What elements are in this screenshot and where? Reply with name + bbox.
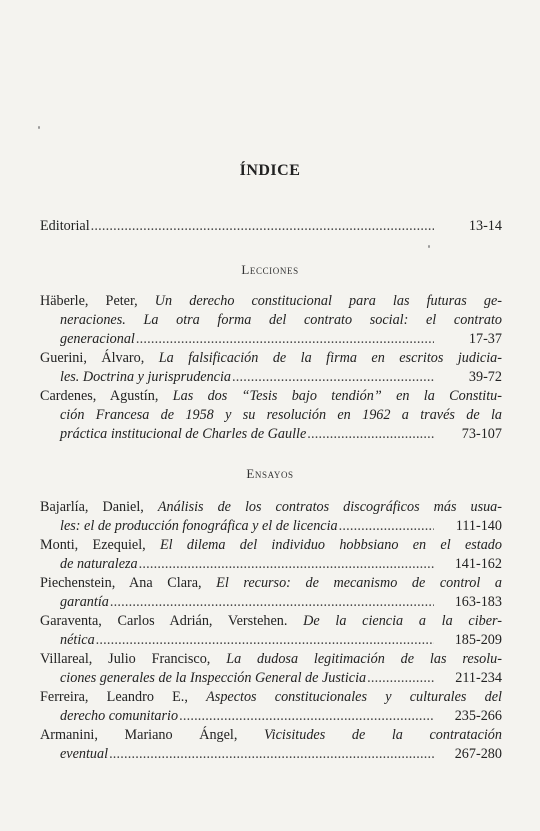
toc-entry[interactable] xyxy=(40,726,502,764)
entry-title: generacional xyxy=(60,330,135,347)
page-range: 267-280 xyxy=(454,745,502,762)
page-range: 111-140 xyxy=(455,517,502,534)
entry-title: de naturaleza xyxy=(60,555,138,572)
section-heading-ensayos: Ensayos xyxy=(246,466,294,481)
entry-author: Monti, Ezequiel, xyxy=(40,537,146,553)
entry-author: Ferreira, Leandro E., xyxy=(40,689,188,705)
entry-title: De la ciencia a la ciber- xyxy=(303,613,502,629)
entry-title: La falsificación de la firma en escritos judicia- xyxy=(158,350,502,366)
toc-entry[interactable] xyxy=(40,349,502,387)
dot-leader xyxy=(110,593,434,612)
toc-entry-editorial[interactable] xyxy=(40,217,502,236)
dot-leader xyxy=(109,745,434,764)
page-range: 73-107 xyxy=(461,425,502,442)
page-range: 211-234 xyxy=(455,669,502,686)
entry-title: La dudosa legitimación de las resolu- xyxy=(226,651,503,667)
entry-author: Bajarlía, Daniel, xyxy=(40,499,144,515)
entry-title: El dilema del individuo hobbsiano en el estado xyxy=(160,537,502,553)
dot-leader xyxy=(91,217,434,236)
toc-entry[interactable] xyxy=(40,574,502,612)
page-range: 17-37 xyxy=(468,330,502,347)
entry-title: Aspectos constitucionales y culturales del xyxy=(206,689,502,705)
section-heading-lecciones: Lecciones xyxy=(241,262,299,277)
entry-title: ciones generales de la Inspección General de Justicia xyxy=(60,669,367,686)
toc-entry[interactable] xyxy=(40,688,502,726)
toc-entry[interactable] xyxy=(40,612,502,650)
entry-title: les: el de producción fonográfica y el de licencia xyxy=(60,517,338,534)
page-range: 13-14 xyxy=(468,218,502,234)
dot-leader xyxy=(232,368,434,387)
entry-author: Garaventa, Carlos Adrián, Verstehen. xyxy=(40,613,288,629)
entry-author: Guerini, Álvaro, xyxy=(40,350,145,366)
page-range: 235-266 xyxy=(454,707,502,724)
toc-entry[interactable] xyxy=(40,292,502,348)
entry-title: nética xyxy=(60,631,95,648)
toc-entry[interactable] xyxy=(40,387,502,443)
entry-title: Las dos “Tesis bajo tendión” en la Constitu- xyxy=(172,388,502,404)
entry-author: Villareal, Julio Francisco, xyxy=(40,651,211,667)
entry-title: derecho comunitario xyxy=(60,707,179,724)
entry-author: Armanini, Mariano Ángel, xyxy=(40,727,238,743)
entry-title: El recurso: de mecanismo de control a xyxy=(216,575,502,591)
entry-author: Piechenstein, Ana Clara, xyxy=(40,575,202,591)
page-range: 141-162 xyxy=(454,555,502,572)
scan-speck xyxy=(428,245,430,248)
scan-speck xyxy=(38,126,40,129)
dot-leader xyxy=(179,707,434,726)
entry-author: Cardenes, Agustín, xyxy=(40,388,159,404)
toc-entry[interactable] xyxy=(40,536,502,574)
dot-leader xyxy=(139,555,434,574)
entry-title: eventual xyxy=(60,745,109,762)
entry-title: ción Francesa de 1958 y su resolución en 1962 a través de la xyxy=(60,406,502,423)
dot-leader xyxy=(136,330,434,349)
entry-title: neraciones. La otra forma del contrato social: el contrato xyxy=(60,311,502,328)
dot-leader xyxy=(96,631,434,650)
toc-entry[interactable] xyxy=(40,650,502,688)
entry-title: Un derecho constitucional para las futuras ge- xyxy=(154,293,503,309)
page-range: 163-183 xyxy=(454,593,502,610)
dot-leader xyxy=(367,669,434,688)
entry-title: Vicisitudes de la contratación xyxy=(264,727,502,743)
index-heading: ÍNDICE xyxy=(239,162,301,179)
page-range: 185-209 xyxy=(454,631,502,648)
page-range: 39-72 xyxy=(468,368,502,385)
entry-label: Editorial xyxy=(40,218,90,234)
entry-title: Análisis de los contratos discográficos más usua- xyxy=(157,499,502,515)
dot-leader xyxy=(307,425,434,444)
entry-title: garantía xyxy=(60,593,109,610)
toc-entry[interactable] xyxy=(40,498,502,536)
dot-leader xyxy=(339,517,434,536)
entry-author: Häberle, Peter, xyxy=(40,293,138,309)
entry-title: práctica institucional de Charles de Gaulle xyxy=(60,425,307,442)
entry-title: les. Doctrina y jurisprudencia xyxy=(60,368,232,385)
